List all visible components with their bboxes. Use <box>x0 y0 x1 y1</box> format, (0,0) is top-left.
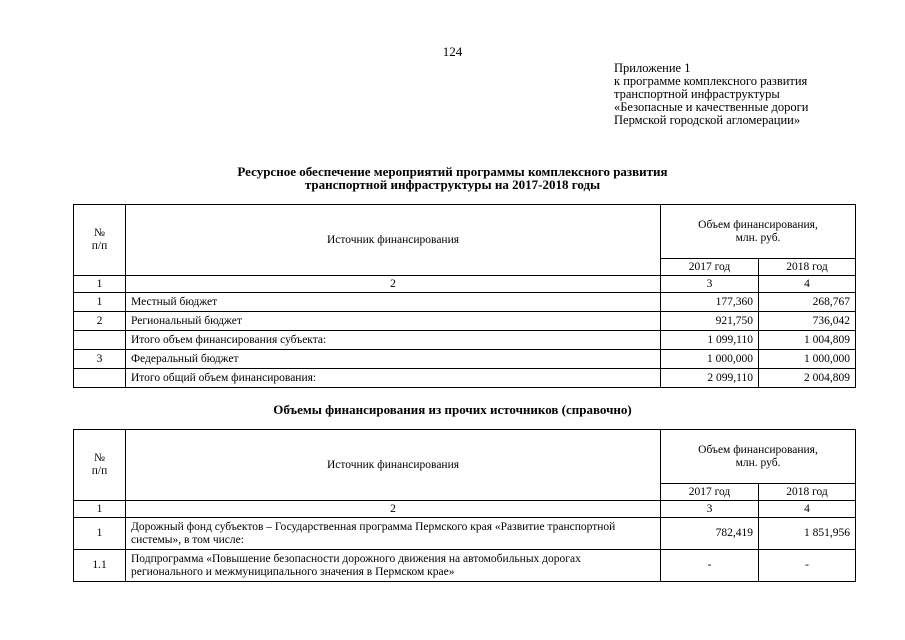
header-year-2017: 2017 год <box>661 484 759 501</box>
other-sources-table <box>73 429 856 582</box>
header-volume <box>661 430 856 484</box>
row-source: Региональный бюджет <box>126 312 661 331</box>
row-value-2018: 1 004,809 <box>759 331 856 350</box>
header-source: Источник финансирования <box>126 430 661 501</box>
row-value-2017: 921,750 <box>661 312 759 331</box>
row-value-2017: 2 099,110 <box>661 369 759 388</box>
column-number: 2 <box>126 501 661 518</box>
row-value-2018: 2 004,809 <box>759 369 856 388</box>
header-volume-text: Объем финансирования, млн. руб. <box>698 443 818 469</box>
table-row <box>74 312 856 331</box>
section2-title: Объемы финансирования из прочих источников (справочно) <box>273 402 632 417</box>
column-number: 3 <box>661 276 759 293</box>
header-num-text: № п/п <box>91 227 108 252</box>
header-num <box>74 430 126 501</box>
appendix-line: Приложение 1 <box>614 61 691 75</box>
header-num-text: № п/п <box>91 452 108 477</box>
header-year-2018: 2018 год <box>759 259 856 276</box>
table-row <box>74 369 856 388</box>
appendix-caption <box>614 62 904 127</box>
row-source: Итого объем финансирования субъекта: <box>126 331 661 350</box>
row-source: Местный бюджет <box>126 293 661 312</box>
header-year-2017: 2017 год <box>661 259 759 276</box>
column-number: 1 <box>74 276 126 293</box>
row-num: 2 <box>74 312 126 331</box>
header-year-2018: 2018 год <box>759 484 856 501</box>
row-source: Итого общий объем финансирования: <box>126 369 661 388</box>
row-source: Дорожный фонд субъектов – Государственная программа Пермского края «Развитие транспортной системы», в том числе: <box>126 518 661 550</box>
table-row <box>74 550 856 582</box>
appendix-line: транспортной инфраструктуры <box>614 87 780 101</box>
row-num: 1.1 <box>74 550 126 582</box>
column-number: 2 <box>126 276 661 293</box>
table-row <box>74 331 856 350</box>
header-volume-text: Объем финансирования, млн. руб. <box>698 218 818 244</box>
header-source: Источник финансирования <box>126 205 661 276</box>
row-value-2017: 177,360 <box>661 293 759 312</box>
row-value-2018: 736,042 <box>759 312 856 331</box>
row-value-2017: 782,419 <box>661 518 759 550</box>
row-num: 1 <box>74 293 126 312</box>
column-number: 4 <box>759 276 856 293</box>
row-source: Федеральный бюджет <box>126 350 661 369</box>
appendix-line: Пермской городской агломерации» <box>614 113 801 127</box>
section1-title <box>0 165 905 191</box>
header-volume <box>661 205 856 259</box>
appendix-line: «Безопасные и качественные дороги <box>614 100 809 114</box>
row-num <box>74 369 126 388</box>
appendix-line: к программе комплексного развития <box>614 74 808 88</box>
column-number: 3 <box>661 501 759 518</box>
row-source: Подпрограмма «Повышение безопасности дорожного движения на автомобильных дорогах регионального и межмуниципального значения в Пермском крае» <box>126 550 661 582</box>
row-value-2018: 268,767 <box>759 293 856 312</box>
page-number: 124 <box>442 44 463 59</box>
column-number: 1 <box>74 501 126 518</box>
row-num <box>74 331 126 350</box>
row-num: 1 <box>74 518 126 550</box>
section1-title-line: Ресурсное обеспечение мероприятий программы комплексного развития <box>237 164 668 179</box>
table-row <box>74 518 856 550</box>
row-value-2018: 1 851,956 <box>759 518 856 550</box>
table-row <box>74 293 856 312</box>
row-value-2017: 1 000,000 <box>661 350 759 369</box>
row-value-2018: - <box>759 550 856 582</box>
header-num <box>74 205 126 276</box>
funding-table <box>73 204 856 388</box>
row-value-2017: - <box>661 550 759 582</box>
row-num: 3 <box>74 350 126 369</box>
row-value-2017: 1 099,110 <box>661 331 759 350</box>
table-row <box>74 350 856 369</box>
column-number: 4 <box>759 501 856 518</box>
row-value-2018: 1 000,000 <box>759 350 856 369</box>
section1-title-line: транспортной инфраструктуры на 2017-2018 годы <box>304 177 601 192</box>
